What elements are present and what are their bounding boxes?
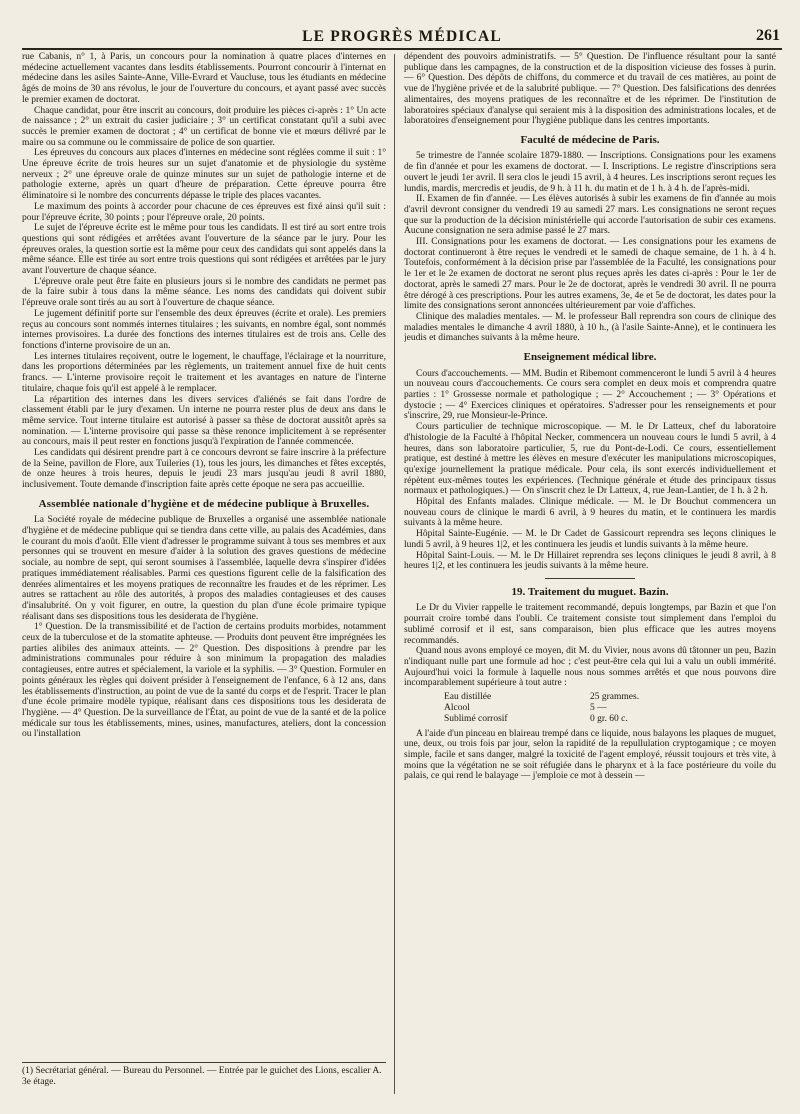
page-number: 261 xyxy=(756,27,780,44)
formula-ingredient: Sublimé corrosif xyxy=(444,714,508,725)
right-column xyxy=(404,52,776,1112)
formula-quantity: 25 grammes. xyxy=(590,692,640,703)
article-paragraph: Le jugement définitif porte sur l'ensemble des deux épreuves (écrite et orale). Les premiers reçus au concours sont nommés internes titulaires ; les suivants, en nombre égal, sont nommés internes provisoires. La durée des fonctions des internes titulaires est de trois ans. Celle des fonctions d'interne provisoire de un an. xyxy=(22,308,386,351)
section-heading-bruxelles: Assemblée nationale d'hygiène et de médecine publique à Bruxelles. xyxy=(38,497,370,510)
article-paragraph: Le maximum des points à accorder pour chacune de ces épreuves est fixé ainsi qu'il suit : pour l'épreuve écrite, 30 points ; pour l'épreuve orale, 20 points. xyxy=(22,201,386,223)
article-paragraph: La Société royale de médecine publique de Bruxelles a organisé une assemblée nationale d'hygiène et de médecine publique qui se tiendra dans cette ville, au palais des Académies, dans le courant du mois d'août. Elle vient d'adresser le programme suivant à tous ses membres et aux personnes qui se trouvent en mesure d'aider à la solution des graves questions de médecine sociale, au nombre de sept, qui seront soumises à l'assemblée, laquelle devra s'inspirer d'idées pratiques immédiatement réalisables. Parmi ces questions figurent celle de la falsification des denrées alimentaires et les moyens pratiques de reconnaître les fraudes et de les réprimer. Les autres se rattachent au rôle des autorités, à propos des maladies contagieuses et des causes d'insalubrité. On y voit figurer, en outre, la question du plan d'une école primaire typique réalisant dans ses dispositions tous les desiderata de l'hygiène. xyxy=(22,515,386,622)
article-paragraph: Les épreuves du concours aux places d'internes en médecine sont réglées comme il suit : 1° Une épreuve écrite de trois heures sur un sujet d'anatomie et de physiologie du système nerveux ; 2° une épreuve orale de quinze minutes sur un sujet de pathologie interne et de pathologie externe, après un quart d'heure de préparation. Cette épreuve pourra être éliminatoire si le nombre des concurrents dépasse le triple des places vacantes. xyxy=(22,148,386,202)
article-paragraph: Les internes titulaires reçoivent, outre le logement, le chauffage, l'éclairage et la nourriture, dans les proportions déterminées par les règlements, un traitement annuel fixe de huit cents francs. — L'interne provisoire reçoit le traitement et les avantages en nature de l'interne titulaire, chaque fois qu'il est appelé à le remplacer. xyxy=(22,351,386,394)
formula-ingredient: Eau distillée xyxy=(444,692,492,703)
formula-table xyxy=(444,692,776,726)
article-paragraph: Cours particulier de technique microscopique. — M. le Dr Latteux, chef du laboratoire d'histologie de la Faculté à l'hôpital Necker, commencera un nouveau cours le lundi 5 avril, à 4 heures, dans son laboratoire particulier, 5, rue du Pont-de-Lodi. Ce cours, essentiellement pratique, est destiné à mettre les élèves en mesure d'exécuter les manipulations microscopiques, qu'exige journellement la pratique médicale. Pour cela, ils sont exercés individuellement et répètent eux-mêmes toutes les expériences. (Technique générale et étude des principaux tissus normaux et pathologiques.) — On s'inscrit chez le Dr Latteux, 4, rue Jean-Lantier, de 1 h. à 2 h. xyxy=(404,422,776,497)
formula-row xyxy=(444,703,776,714)
article-paragraph: Cours d'accouchements. — MM. Budin et Ribemont commenceront le lundi 5 avril à 4 heures un nouveau cours d'accouchements. Ce cours sera complet en deux mois et comprendra quatre parties : 1° Grossesse normale et pathologique ; — 2° Accouchement ; — 3° Opérations et dystocie ; — 4° Exercices cliniques et opératoires. S'adresser pour les renseignements et pour s'inscrire, 29, rue Monsieur-le-Prince. xyxy=(404,368,776,422)
article-paragraph: Hôpital Saint-Louis. — M. le Dr Hillairet reprendra ses leçons cliniques le jeudi 8 avril, à 8 heures 1|2, et les continuera les jeudis suivants à la même heure. xyxy=(404,550,776,572)
section-heading-enseignement: Enseignement médical libre. xyxy=(523,351,657,364)
article-paragraph: 5e trimestre de l'année scolaire 1879-1880. — Inscriptions. Consignations pour les examens de fin d'année et pour les examens de doctorat. — I. Inscriptions. Le registre d'inscriptions sera ouvert le jeudi 1er avril. Il sera clos le jeudi 15 avril, à 4 heures. Les inscriptions seront reçues les lundis, mardis, mercredis et jeudis, de 9 h. à 11 h. du matin et de 1 h. à 4 h. de l'après-midi. xyxy=(404,151,776,194)
article-paragraph: A l'aide d'un pinceau en blaireau trempé dans ce liquide, nous balayons les plaques de muguet, une, deux, ou trois fois par jour, selon la rapidité de la repullulation cryptogamique ; ce moyen simple, facile et sans danger, malgré la toxicité de l'agent employé, réussit toujours et très vite, à moins que la végétation ne se soit réfugiée dans le pharynx et à la face postérieure du voile du palais, ce qui rend le balayage — j'emploie ce mot à dessein — xyxy=(404,728,776,782)
article-paragraph: dépendent des pouvoirs administratifs. — 5° Question. De l'influence résultant pour la santé publique dans les campagnes, de la construction et de la disposition vicieuse des fosses à purin. — 6° Question. Des dépôts de chiffons, du commerce et du travail de ces matières, au point de vue de l'hygiène privée et de la salubrité publique. — 7° Question. Des falsifications des denrées alimentaires, des moyens pratiques de les reconnaître et de les réprimer. De l'institution de laboratoires spéciaux d'analyse qui seraient mis à la disposition des administrations locales, et de laboratoires d'enseignement pour l'hygiène publique dans les centres importants. xyxy=(404,52,776,127)
formula-row xyxy=(444,714,776,725)
article-paragraph: 1° Question. De la transmissibilité et de l'action de certains produits morbides, notamment ceux de la tuberculose et de la stomatite aphteuse. — Produits dont peuvent être imprégnées les parties alibiles des animaux atteints. — 2° Question. Des dispositions à prendre par les administrations communales pour réduire à son minimum la propagation des maladies contagieuses, entre autres et spécialement, la variole et la syphilis. — 3° Question. Formuler en points généraux les règles qui doivent présider à l'enseignement de l'enfance, 6 à 12 ans, dans les établissements d'instruction, au point de vue de la santé du corps et de l'esprit. Tracer le plan d'une école primaire modèle typique, réalisant dans ces dispositions tous les desiderata de l'hygiène. — 4° Question. De la surveillance de l'État, au point de vue de la santé et de la police médicale sur tous les établissements, mines, usines, manufactures, ateliers, dont la concession ou l'installation xyxy=(22,622,386,740)
formula-quantity: 0 gr. 60 c. xyxy=(590,714,628,725)
article-paragraph: Hôpital Sainte-Eugénie. — M. le Dr Cadet de Gassicourt reprendra ses leçons cliniques le lundi 5 avril, à 9 heures 1|2, et les continuera les jeudis et lundis suivants à la même heure. xyxy=(404,529,776,550)
section-divider xyxy=(545,578,635,579)
column-divider xyxy=(394,54,395,1094)
article-paragraph: Hôpital des Enfants malades. Clinique médicale. — M. le Dr Bouchut commencera un nouveau cours de clinique le mardi 6 avril, à 9 heures du matin, et le continuera les mardis suivants à la même heure. xyxy=(404,497,776,529)
article-paragraph: Le Dr du Vivier rappelle le traitement recommandé, depuis longtemps, par Bazin et que l'on pourrait croire tombé dans l'oubli. Ce traitement consiste tout simplement dans l'emploi du sublimé corrosif et il est, sans comparaison, bien plus efficace que les autres moyens recommandés. xyxy=(404,603,776,646)
formula-quantity: 5 — xyxy=(590,703,607,714)
article-paragraph: La répartition des internes dans les divers services d'aliénés se fait dans l'ordre de classement établi par le jury d'examen. Un interne ne pourra rester plus de deux ans dans le même service. Tout interne titulaire est autorisé à passer sa thèse de doctorat aussitôt après sa nomination. — L'interne provisoire qui passe sa thèse renonce implicitement à se représenter au concours, mais il peut rester en fonctions jusqu'à l'expiration de l'année commencée. xyxy=(22,394,386,448)
formula-row xyxy=(444,692,776,703)
footnote: (1) Secrétariat général. — Bureau du Personnel. — Entrée par le guichet des Lions, escalier A. 3e étage. xyxy=(22,1062,386,1088)
article-paragraph: Clinique des maladies mentales. — M. le professeur Ball reprendra son cours de clinique des maladies mentales le dimanche 4 avril 1880, à 10 h., (à l'asile Sainte-Anne), et le continuera les jeudis et dimanches suivants à la même heure. xyxy=(404,311,776,344)
article-paragraph: Quand nous avons employé ce moyen, dit M. du Vivier, nous avons dû tâtonner un peu, Bazin n'indiquant nulle part une formule ad hoc ; c'est peut-être cela qui lui a valu un oubli immérité. Aujourd'hui voici la formule à laquelle nous nous sommes arrêtés et que nous pouvons dire incomparablement supérieure à tout autre : xyxy=(404,646,776,689)
article-paragraph: III. Consignations pour les examens de doctorat. — Les consignations pour les examens de doctorat continueront à être reçues le vendredi et le samedi de chaque semaine, de 1 h. à 4 h. Toutefois, conformément à la décision prise par l'assemblée de la Faculté, les consignations pour le 1er et le 2e examen de doctorat ne seront plus reçues après les dates ci-après : Pour le 1er de doctorat, après le samedi 27 mars. Pour le 2e de doctorat, après le vendredi 30 avril. Il ne pourra être dérogé à ces prescriptions. Pour les autres examens, 3e, 4e et 5e de doctorat, les dates pour la limite des consignations seront annoncées ultérieurement par voie d'affiches. xyxy=(404,237,776,312)
page-header xyxy=(22,22,782,50)
article-paragraph: L'épreuve orale peut être faite en plusieurs jours si le nombre des candidats ne permet pas de la faire subir à tous dans la même séance. Les noms des candidats qui doivent subir l'épreuve orale sont tirés au au sort à l'ouverture de chaque séance. xyxy=(22,276,386,309)
article-paragraph: rue Cabanis, n° 1, à Paris, un concours pour la nomination à quatre places d'internes en médecine actuellement vacantes dans lesdits établissements. Pourront concourir à l'internat en médecine dans les asiles Sainte-Anne, Ville-Evrard et Vaucluse, tous les étudiants en médecine âgés de moins de 30 ans révolus, le jour de l'ouverture du concours, et ayant passé avec succès le premier examen de doctorat. xyxy=(22,52,386,105)
article-paragraph: Le sujet de l'épreuve écrite est le même pour tous les candidats. Il est tiré au sort entre trois questions qui sont rédigées et arrêtées avant l'ouverture de la séance par le jury. Pour les épreuves orales, la question sortie est la même pour ceux des candidats qui sont appelés dans la même séance. Elle est tirée au sort entre trois questions qui sont rédigées et arrêtées par le jury avant l'ouverture de chaque séance. xyxy=(22,223,386,277)
article-paragraph: II. Examen de fin d'année. — Les élèves autorisés à subir les examens de fin d'année au mois d'avril devront consigner du vendredi 19 au samedi 27 mars. Les consignations ne seront reçues que sur la production de la décision ministérielle qui accorde l'autorisation de subir ces examens. Aucune consignation ne sera admise passé le 27 mars. xyxy=(404,194,776,237)
section-heading-faculte: Faculté de médecine de Paris. xyxy=(520,133,660,146)
article-paragraph: Chaque candidat, pour être inscrit au concours, doit produire les pièces ci-après : 1° Un acte de naissance ; 2° un extrait du casier judiciaire ; 3° un certificat constatant qu'il a subi avec succès le premier examen de doctorat ; 4° un certificat de bonne vie et mœurs délivré par le maire ou sa commune ou le commissaire de police de son quartier. xyxy=(22,105,386,148)
article-paragraph: Les candidats qui désirent prendre part à ce concours devront se faire inscrire à la préfecture de la Seine, pavillon de Flore, aux Tuileries (1), tous les jours, les dimanches et fêtes exceptés, de onze heures à trois heures, depuis le jeudi 23 mars jusqu'au jeudi 8 avril 1880, inclusivement. Toute demande d'inscription faite après cette époque ne sera pas accueillie. xyxy=(22,448,386,491)
section-heading-muguet: 19. Traitement du muguet. Bazin. xyxy=(511,585,669,598)
formula-ingredient: Alcool xyxy=(444,703,470,714)
journal-title: LE PROGRÈS MÉDICAL xyxy=(302,28,502,45)
left-column xyxy=(22,52,386,1052)
